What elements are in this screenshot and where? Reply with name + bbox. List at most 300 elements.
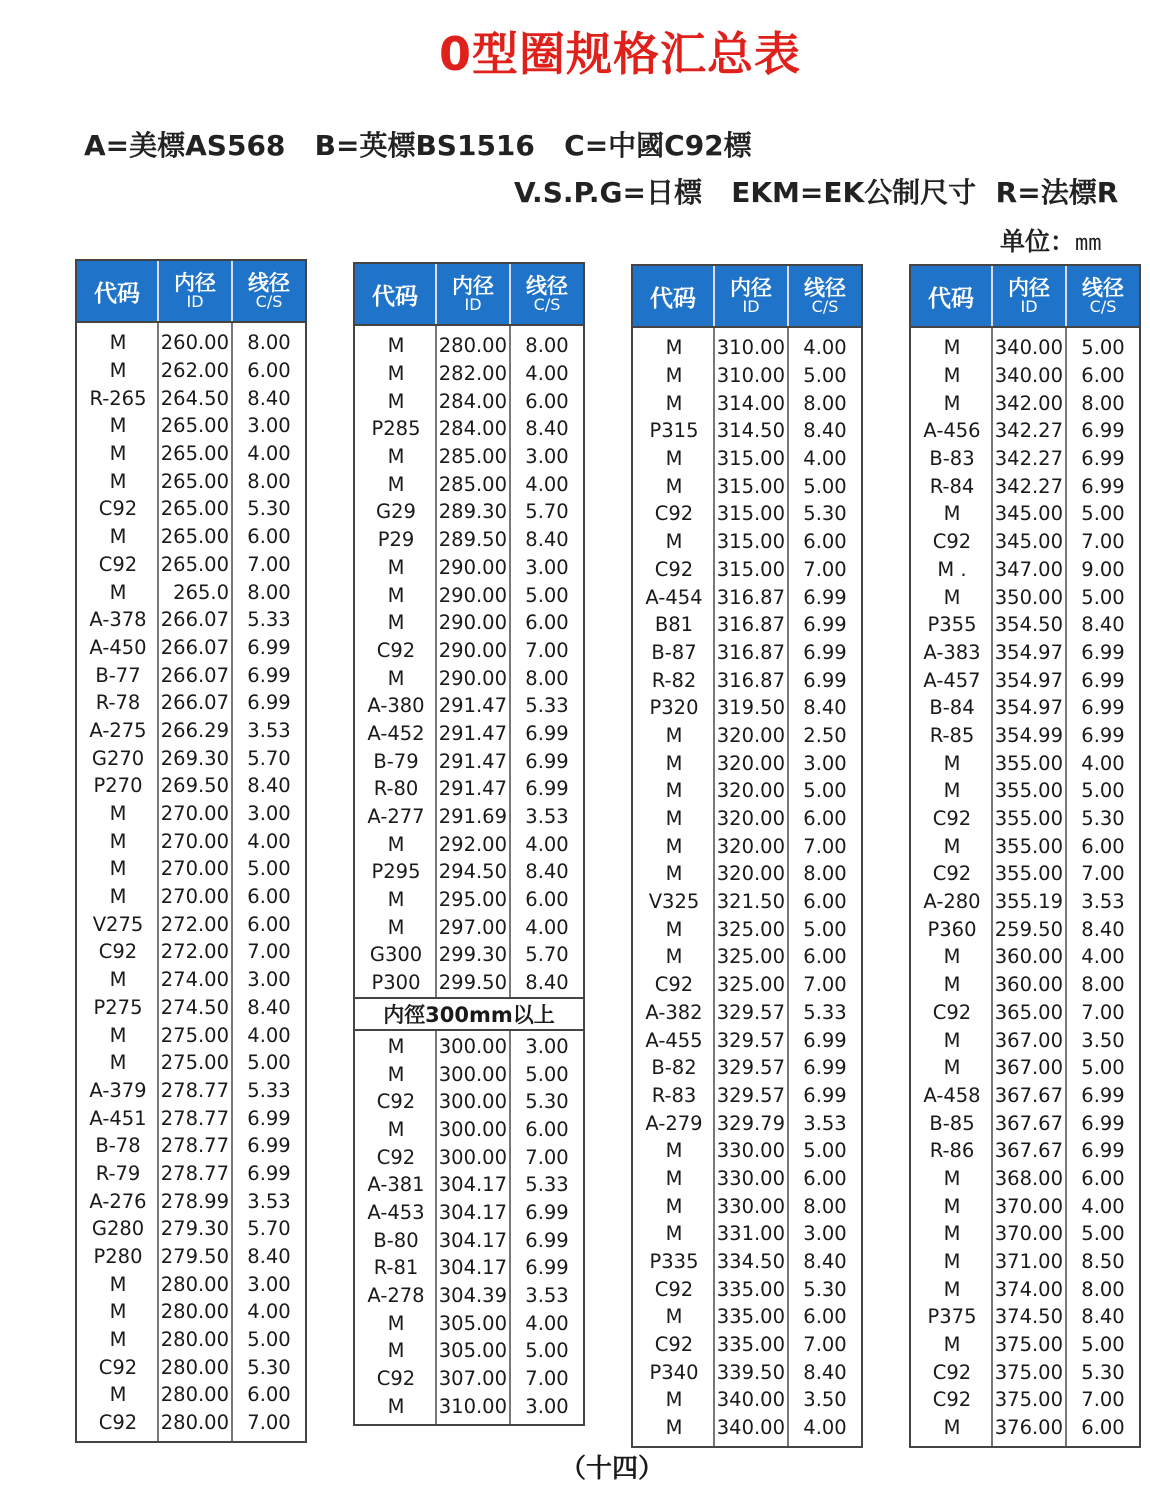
cell-code: M: [943, 336, 961, 360]
table-row: [911, 749, 1139, 777]
cell-inner-diameter: 368.00: [994, 1166, 1063, 1190]
cell-inner-diameter: 371.00: [994, 1250, 1063, 1274]
cell-inner-diameter: 269.50: [160, 774, 229, 798]
header-code: [77, 261, 159, 321]
cell-cross-section: 8.00: [247, 469, 291, 493]
header-cs-en: C/S: [811, 297, 839, 316]
table-row: [911, 915, 1139, 943]
cell-inner-diameter: 367.00: [994, 1028, 1063, 1052]
cell-inner-diameter: 282.00: [438, 362, 507, 386]
cell-code: P335: [649, 1250, 699, 1274]
cell-code: M: [387, 1311, 405, 1335]
cell-cross-section: 6.00: [247, 1383, 291, 1407]
cell-cross-section: 3.53: [803, 1111, 847, 1135]
cell-cross-section: 5.70: [525, 500, 569, 524]
header-cs-cn: 线径: [526, 274, 568, 298]
table-row: [355, 1033, 583, 1061]
cell-code: M: [665, 779, 683, 803]
table-row: [911, 1414, 1139, 1442]
header-id-cn: 内径: [1008, 276, 1050, 300]
cell-cross-section: 6.99: [525, 1228, 569, 1252]
cell-cross-section: 6.00: [247, 912, 291, 936]
table-row: [633, 832, 861, 860]
table-row: [355, 332, 583, 360]
cell-cross-section: 5.33: [525, 1173, 569, 1197]
cell-code: M: [109, 1328, 127, 1352]
table-row: [355, 1171, 583, 1199]
cell-code: M: [109, 1300, 127, 1324]
cell-code: B-83: [929, 447, 975, 471]
cell-code: M: [943, 1333, 961, 1357]
cell-cross-section: 9.00: [1081, 557, 1125, 581]
cell-cross-section: 6.99: [247, 635, 291, 659]
cell-inner-diameter: 304.17: [438, 1228, 507, 1252]
standard-legend-line-1: A=美標AS568 B=英標BS1516 C=中國C92標: [84, 129, 752, 162]
cell-code: A-455: [645, 1028, 703, 1052]
table-row: [911, 500, 1139, 528]
cell-inner-diameter: 370.00: [994, 1194, 1063, 1218]
header-inner-diameter: [159, 261, 233, 321]
cell-inner-diameter: 339.50: [716, 1360, 785, 1384]
cell-cross-section: 5.00: [1081, 1333, 1125, 1357]
cell-code: M: [943, 1056, 961, 1080]
cell-inner-diameter: 285.00: [438, 472, 507, 496]
cell-code: P285: [371, 417, 421, 441]
cell-cross-section: 3.00: [247, 1272, 291, 1296]
cell-code: M: [109, 580, 127, 604]
table-row: [633, 1248, 861, 1276]
cell-cross-section: 5.70: [247, 1217, 291, 1241]
cell-code: M: [665, 447, 683, 471]
cell-inner-diameter: 280.00: [160, 1355, 229, 1379]
cell-inner-diameter: 284.00: [438, 417, 507, 441]
cell-inner-diameter: 342.27: [994, 447, 1063, 471]
cell-cross-section: 6.99: [247, 663, 291, 687]
cell-inner-diameter: 347.00: [994, 557, 1063, 581]
cell-code: C92: [376, 1367, 416, 1391]
cell-code: P29: [377, 528, 415, 552]
table-row: [633, 722, 861, 750]
table-row: [77, 855, 305, 883]
cell-inner-diameter: 355.00: [994, 862, 1063, 886]
cell-code: M: [665, 391, 683, 415]
table-row: [77, 938, 305, 966]
cell-cross-section: 3.53: [1081, 890, 1125, 914]
cell-code: A-383: [923, 640, 981, 664]
cell-cross-section: 8.40: [247, 386, 291, 410]
cell-cross-section: 3.53: [525, 1284, 569, 1308]
table-row: [77, 744, 305, 772]
cell-cross-section: 7.00: [1081, 862, 1125, 886]
cell-code: C92: [654, 973, 694, 997]
table-row: [355, 1060, 583, 1088]
table-row: [633, 1386, 861, 1414]
cell-cross-section: 3.00: [525, 1394, 569, 1418]
table-row: [355, 747, 583, 775]
table-row: [355, 969, 583, 997]
cell-code: C92: [654, 557, 694, 581]
cell-cross-section: 6.00: [803, 807, 847, 831]
cell-inner-diameter: 355.00: [994, 751, 1063, 775]
cell-code: M: [665, 1166, 683, 1190]
cell-cross-section: 4.00: [247, 1023, 291, 1047]
cell-cross-section: 6.99: [803, 613, 847, 637]
cell-cross-section: 8.40: [803, 419, 847, 443]
cell-inner-diameter: 350.00: [994, 585, 1063, 609]
cell-cross-section: 3.00: [525, 1034, 569, 1058]
cell-inner-diameter: 320.00: [716, 751, 785, 775]
table-row: [633, 860, 861, 888]
cell-code: B-80: [373, 1228, 419, 1252]
cell-code: M: [665, 1305, 683, 1329]
cell-code: P275: [93, 995, 143, 1019]
cell-code: C92: [932, 1000, 972, 1024]
cell-code: M: [943, 779, 961, 803]
cell-code: A-456: [923, 419, 981, 443]
table-row: [911, 943, 1139, 971]
cell-inner-diameter: 342.27: [994, 474, 1063, 498]
cell-code: P320: [649, 696, 699, 720]
cell-code: M: [387, 555, 405, 579]
cell-code: M: [943, 502, 961, 526]
cell-cross-section: 6.00: [803, 530, 847, 554]
spec-table-2: [353, 262, 585, 1426]
cell-code: A-382: [645, 1000, 703, 1024]
table-row: [633, 1192, 861, 1220]
cell-cross-section: 5.30: [247, 1355, 291, 1379]
cell-cross-section: 5.30: [1081, 807, 1125, 831]
cell-cross-section: 3.00: [247, 968, 291, 992]
cell-cross-section: 8.00: [803, 1194, 847, 1218]
table-row: [633, 1220, 861, 1248]
cell-inner-diameter: 375.00: [994, 1360, 1063, 1384]
cell-inner-diameter: 272.00: [160, 940, 229, 964]
table-row: [355, 1392, 583, 1420]
cell-code: A-278: [367, 1284, 425, 1308]
table-row: [77, 772, 305, 800]
header-inner-diameter: [993, 266, 1067, 326]
cell-code: M: [943, 973, 961, 997]
cell-cross-section: 6.00: [525, 611, 569, 635]
cell-inner-diameter: 335.00: [716, 1277, 785, 1301]
cell-inner-diameter: 280.00: [160, 1272, 229, 1296]
cell-code: M: [109, 802, 127, 826]
cell-inner-diameter: 321.50: [716, 890, 785, 914]
cell-cross-section: 8.00: [525, 334, 569, 358]
table-row: [633, 1026, 861, 1054]
cell-code: A-453: [367, 1200, 425, 1224]
table-row: [355, 498, 583, 526]
cell-cross-section: 4.00: [525, 362, 569, 386]
cell-inner-diameter: 355.00: [994, 834, 1063, 858]
table-row: [633, 915, 861, 943]
table-row: [911, 1303, 1139, 1331]
table-row: [911, 611, 1139, 639]
cell-code: V275: [92, 912, 144, 936]
header-code: [911, 266, 993, 326]
cell-inner-diameter: 265.00: [160, 469, 229, 493]
table-row: [911, 1358, 1139, 1386]
cell-inner-diameter: 342.27: [994, 419, 1063, 443]
cell-inner-diameter: 335.00: [716, 1333, 785, 1357]
cell-inner-diameter: 315.00: [716, 530, 785, 554]
cell-inner-diameter: 266.29: [160, 718, 229, 742]
table-row: [355, 1116, 583, 1144]
header-id-en: ID: [186, 292, 204, 311]
cell-cross-section: 8.40: [1081, 1305, 1125, 1329]
cell-code: R-79: [95, 1161, 141, 1185]
cell-cross-section: 4.00: [803, 447, 847, 471]
cell-code: M: [387, 1117, 405, 1141]
cell-cross-section: 5.00: [1081, 1056, 1125, 1080]
table-row: [77, 1160, 305, 1188]
cell-cross-section: 6.99: [525, 749, 569, 773]
cell-cross-section: 5.33: [803, 1000, 847, 1024]
header-code: [355, 264, 437, 324]
cell-code: C92: [654, 1333, 694, 1357]
cell-inner-diameter: 319.50: [716, 696, 785, 720]
cell-inner-diameter: 354.97: [994, 696, 1063, 720]
cell-inner-diameter: 269.30: [160, 746, 229, 770]
table-row: [77, 910, 305, 938]
cell-inner-diameter: 340.00: [994, 364, 1063, 388]
cell-inner-diameter: 270.00: [160, 857, 229, 881]
cell-cross-section: 5.00: [525, 1339, 569, 1363]
cell-cross-section: 3.00: [247, 802, 291, 826]
cell-code: M: [943, 1222, 961, 1246]
cell-cross-section: 6.99: [1081, 696, 1125, 720]
page-title: 0型圈规格汇总表: [438, 27, 801, 81]
table-row: [911, 1109, 1139, 1137]
table-row: [911, 666, 1139, 694]
cell-inner-diameter: 345.00: [994, 530, 1063, 554]
cell-inner-diameter: 305.00: [438, 1339, 507, 1363]
table-row: [77, 1270, 305, 1298]
cell-inner-diameter: 367.67: [994, 1139, 1063, 1163]
cell-cross-section: 7.00: [1081, 1388, 1125, 1412]
cell-inner-diameter: 335.00: [716, 1305, 785, 1329]
cell-code: M: [109, 359, 127, 383]
cell-code: A-280: [923, 890, 981, 914]
cell-code: M: [665, 1388, 683, 1412]
cell-code: M: [109, 829, 127, 853]
cell-code: M: [665, 862, 683, 886]
table-row: [911, 722, 1139, 750]
table-row: [77, 1077, 305, 1105]
cell-cross-section: 5.00: [247, 1328, 291, 1352]
table-row: [633, 777, 861, 805]
table-row: [77, 412, 305, 440]
cell-inner-diameter: 370.00: [994, 1222, 1063, 1246]
cell-code: R-78: [95, 691, 141, 715]
table-row: [633, 971, 861, 999]
cell-code: R-85: [929, 723, 975, 747]
cell-code: M: [109, 469, 127, 493]
cell-code: R-265: [89, 386, 147, 410]
cell-code: G300: [369, 943, 423, 967]
cell-inner-diameter: 272.00: [160, 912, 229, 936]
cell-inner-diameter: 304.17: [438, 1256, 507, 1280]
cell-code: B-87: [651, 640, 697, 664]
cell-inner-diameter: 354.50: [994, 613, 1063, 637]
table-row: [911, 1275, 1139, 1303]
cell-code: M: [387, 583, 405, 607]
cell-cross-section: 8.40: [803, 1360, 847, 1384]
table-row: [355, 941, 583, 969]
cell-inner-diameter: 294.50: [438, 860, 507, 884]
cell-cross-section: 6.99: [525, 721, 569, 745]
unit-label: [1000, 222, 1102, 258]
table-row: [633, 334, 861, 362]
table-row: [633, 1082, 861, 1110]
table-row: [633, 943, 861, 971]
cell-code: B-84: [929, 696, 975, 720]
cell-inner-diameter: 310.00: [716, 364, 785, 388]
table-row: [355, 830, 583, 858]
header-id-en: ID: [742, 297, 760, 316]
cell-code: P340: [649, 1360, 699, 1384]
cell-code: A-380: [367, 694, 425, 718]
table-row: [355, 1088, 583, 1116]
cell-code: A-275: [89, 718, 147, 742]
cell-cross-section: 5.00: [803, 917, 847, 941]
cell-cross-section: 8.40: [803, 696, 847, 720]
table-header: [911, 266, 1139, 328]
cell-cross-section: 5.00: [247, 1051, 291, 1075]
table-row: [355, 581, 583, 609]
cell-code: P295: [371, 860, 421, 884]
table-row: [911, 805, 1139, 833]
cell-cross-section: 5.00: [525, 1062, 569, 1086]
cell-cross-section: 5.30: [1081, 1360, 1125, 1384]
cell-inner-diameter: 300.00: [438, 1117, 507, 1141]
table-row: [633, 500, 861, 528]
cell-cross-section: 8.40: [1081, 917, 1125, 941]
cell-inner-diameter: 342.00: [994, 391, 1063, 415]
cell-inner-diameter: 280.00: [438, 334, 507, 358]
table-row: [633, 1109, 861, 1137]
table-row: [355, 1199, 583, 1227]
cell-code: A-379: [89, 1078, 147, 1102]
page-number: （十四）: [560, 1454, 665, 1484]
table-row: [911, 1026, 1139, 1054]
cell-code: M: [665, 945, 683, 969]
cell-code: M: [665, 1139, 683, 1163]
header-id-cn: 内径: [730, 276, 772, 300]
cell-cross-section: 6.99: [1081, 668, 1125, 692]
cell-inner-diameter: 290.00: [438, 638, 507, 662]
cell-inner-diameter: 374.00: [994, 1277, 1063, 1301]
cell-inner-diameter: 354.97: [994, 668, 1063, 692]
cell-inner-diameter: 264.50: [160, 386, 229, 410]
cell-inner-diameter: 291.47: [438, 777, 507, 801]
cell-cross-section: 5.00: [803, 364, 847, 388]
cell-cross-section: 5.00: [1081, 502, 1125, 526]
cell-cross-section: 5.30: [525, 1090, 569, 1114]
cell-cross-section: 8.40: [247, 995, 291, 1019]
table-row: [633, 999, 861, 1027]
cell-cross-section: 4.00: [525, 472, 569, 496]
table-row: [355, 443, 583, 471]
cell-code: G270: [91, 746, 145, 770]
cell-code: A-378: [89, 608, 147, 632]
cell-cross-section: 2.50: [803, 723, 847, 747]
cell-cross-section: 5.00: [1081, 779, 1125, 803]
cell-cross-section: 4.00: [525, 832, 569, 856]
cell-code: C92: [932, 862, 972, 886]
table-row: [355, 637, 583, 665]
table-header: [633, 266, 861, 328]
spec-table-1: [75, 259, 307, 1443]
cell-inner-diameter: 330.00: [716, 1194, 785, 1218]
cell-inner-diameter: 280.00: [160, 1411, 229, 1435]
table-row: [633, 1137, 861, 1165]
table-row: [633, 556, 861, 584]
cell-cross-section: 4.00: [1081, 751, 1125, 775]
cell-inner-diameter: 265.00: [160, 414, 229, 438]
cell-code: M: [387, 888, 405, 912]
header-inner-diameter: [437, 264, 511, 324]
cell-code: A-277: [367, 805, 425, 829]
table-row: [77, 1326, 305, 1354]
cell-cross-section: 6.00: [803, 890, 847, 914]
cell-cross-section: 3.00: [803, 1222, 847, 1246]
cell-code: B-77: [95, 663, 141, 687]
table-body: [633, 328, 861, 1446]
cell-inner-diameter: 300.00: [438, 1062, 507, 1086]
table-row: [911, 528, 1139, 556]
table-body: [911, 328, 1139, 1446]
cell-cross-section: 4.00: [247, 829, 291, 853]
cell-cross-section: 6.99: [247, 1106, 291, 1130]
cell-inner-diameter: 270.00: [160, 885, 229, 909]
cell-cross-section: 8.00: [525, 666, 569, 690]
cell-inner-diameter: 265.00: [160, 497, 229, 521]
table-row: [911, 777, 1139, 805]
cell-code: M: [665, 723, 683, 747]
cell-code: B81: [654, 613, 694, 637]
cell-cross-section: 6.00: [525, 389, 569, 413]
cell-cross-section: 6.00: [525, 888, 569, 912]
cell-cross-section: 6.99: [1081, 474, 1125, 498]
spec-table-3: [631, 264, 863, 1448]
cell-inner-diameter: 299.50: [438, 971, 507, 995]
header-cs-cn: 线径: [1082, 276, 1124, 300]
cell-code: M: [943, 751, 961, 775]
cell-inner-diameter: 285.00: [438, 445, 507, 469]
cell-inner-diameter: 316.87: [716, 585, 785, 609]
cell-inner-diameter: 278.99: [160, 1189, 229, 1213]
cell-cross-section: 6.99: [1081, 1083, 1125, 1107]
cell-inner-diameter: 274.00: [160, 968, 229, 992]
cell-inner-diameter: 265.00: [160, 552, 229, 576]
cell-cross-section: 6.00: [1081, 1166, 1125, 1190]
cell-cross-section: 6.00: [1081, 364, 1125, 388]
cell-cross-section: 7.00: [1081, 530, 1125, 554]
cell-code: M: [109, 1051, 127, 1075]
cell-code: R-83: [651, 1083, 697, 1107]
table-row: [77, 717, 305, 745]
cell-cross-section: 4.00: [247, 442, 291, 466]
table-row: [911, 999, 1139, 1027]
cell-cross-section: 6.00: [247, 359, 291, 383]
spec-table-4: [909, 264, 1141, 1448]
cell-inner-diameter: 290.00: [438, 611, 507, 635]
table-row: [911, 971, 1139, 999]
cell-cross-section: 8.40: [803, 1250, 847, 1274]
header-code-label: 代码: [650, 285, 696, 312]
cell-code: M: [387, 1339, 405, 1363]
